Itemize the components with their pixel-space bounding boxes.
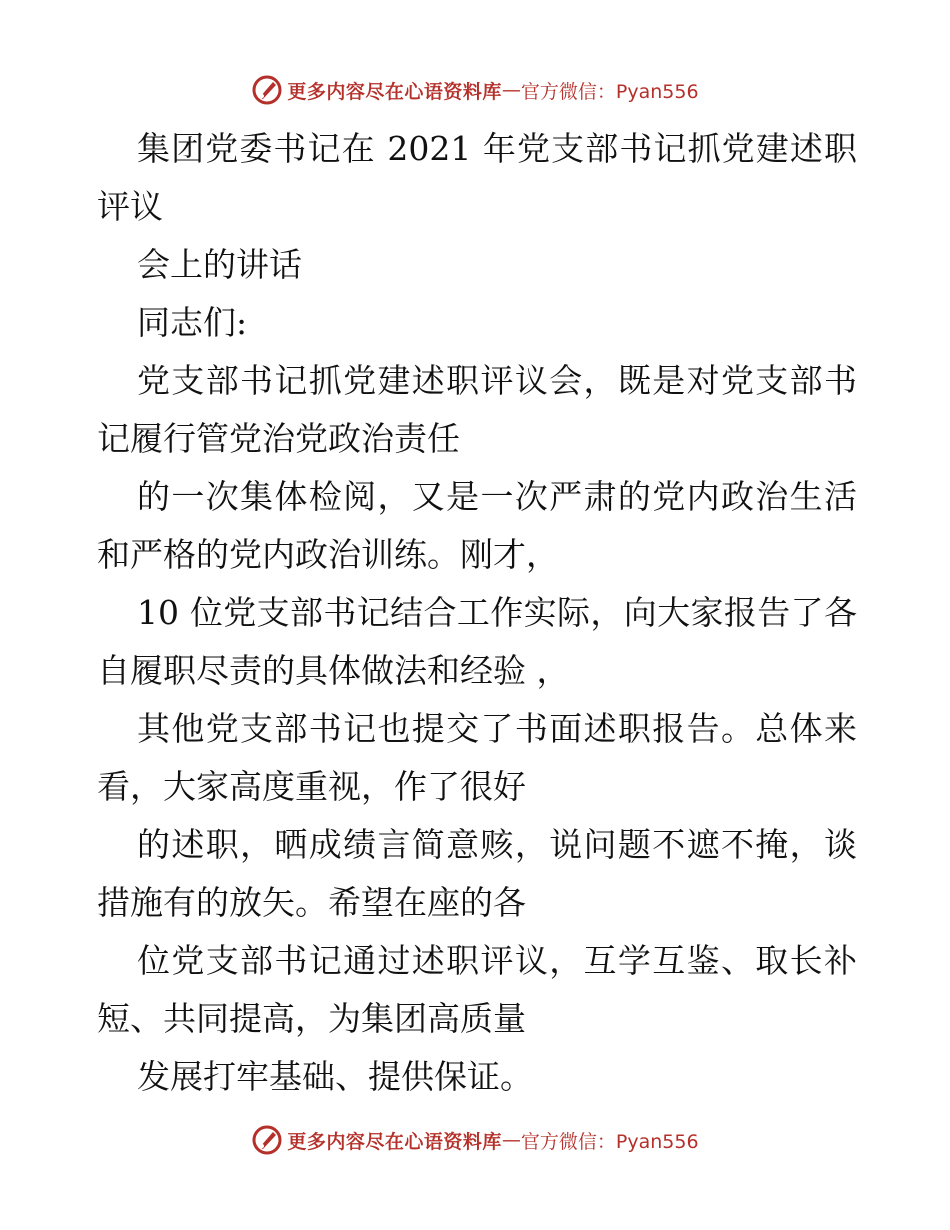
- header-banner: [0, 70, 950, 110]
- banner-main-text: 更多内容尽在心语资料库: [287, 1130, 502, 1153]
- banner-separator: —: [501, 79, 521, 101]
- footer-banner: [0, 1120, 950, 1160]
- paragraph: 其他党支部书记也提交了书面述职报告。总体来看，大家高度重视，作了很好: [97, 709, 857, 806]
- banner-separator: —: [501, 1129, 521, 1151]
- pen-logo-icon: [251, 74, 283, 106]
- banner-wechat-text: 官方微信：Pyan556: [520, 1130, 699, 1153]
- paragraph: 的述职，晒成绩言简意赅，说问题不遮不掩，谈措施有的放矢。希望在座的各: [97, 825, 857, 922]
- pen-logo-icon: [251, 1124, 283, 1156]
- paragraph: 发展打牢基础、提供保证。: [137, 1057, 533, 1096]
- banner-main-text: 更多内容尽在心语资料库: [287, 80, 502, 103]
- salutation: 同志们:: [137, 303, 248, 342]
- paragraph: 党支部书记抓党建述职评议会，既是对党支部书记履行管党治党政治责任: [97, 361, 857, 458]
- document-title: 集团党委书记在 2021 年党支部书记抓党建述职评议: [97, 129, 857, 226]
- banner-wechat-text: 官方微信：Pyan556: [520, 80, 699, 103]
- paragraph: 的一次集体检阅，又是一次严肃的党内政治生活和严格的党内政治训练。刚才，: [97, 477, 857, 574]
- document-title-cont: 会上的讲话: [137, 245, 302, 284]
- document-body: [97, 120, 857, 1106]
- paragraph: 10 位党支部书记结合工作实际，向大家报告了各自履职尽责的具体做法和经验 ，: [97, 593, 857, 690]
- paragraph: 位党支部书记通过述职评议，互学互鉴、取长补短、共同提高，为集团高质量: [97, 941, 857, 1038]
